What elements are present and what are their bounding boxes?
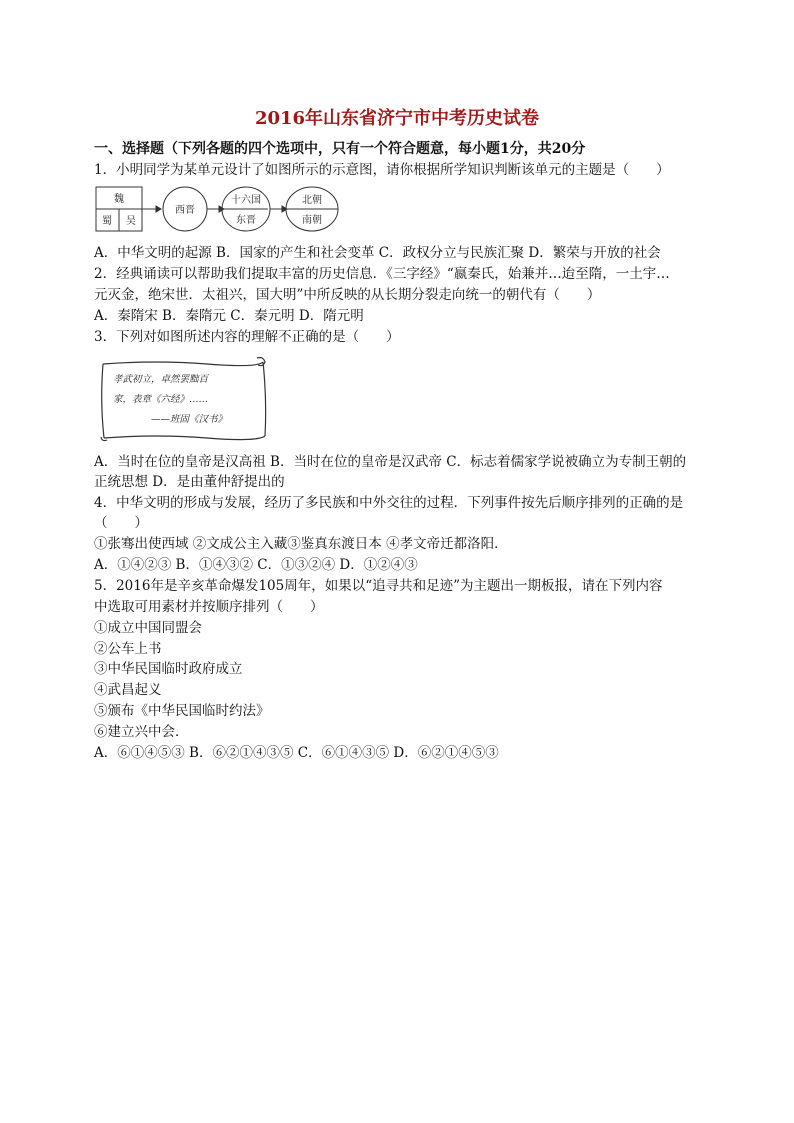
q5-item: ①成立中国同盟会: [94, 620, 202, 636]
q1-diagram: [94, 183, 344, 235]
section-heading: 一、选择题（下列各题的四个选项中，只有一个符合题意，每小题1分，共20分: [94, 141, 586, 157]
scroll-text-line2: 家，表章《六经》……: [113, 394, 209, 405]
q5-item: ③中华民国临时政府成立: [94, 661, 243, 677]
q3-options-line1: A．当时在位的皇帝是汉高祖 B．当时在位的皇帝是汉武帝 C．标志着儒家学说被确立为专制王朝的: [94, 454, 687, 470]
q2-options: A．秦隋宋 B．秦隋元 C．秦元明 D．隋元明: [94, 308, 364, 324]
label-sixteen-kingdoms: 十六国: [231, 195, 261, 206]
q4-stem-line2: （ ）: [94, 515, 148, 531]
q2-stem-line1: 2．经典诵读可以帮助我们提取丰富的历史信息．《三字经》“嬴秦氏，始兼并…迨至隋，一土宇…: [94, 266, 670, 282]
q1-stem: 1．小明同学为某单元设计了如图所示的示意图，请你根据所学知识判断该单元的主题是（ ）: [94, 162, 670, 178]
scroll-text-line1: 孝武初立，卓然罢黜百: [113, 374, 209, 385]
q1-options: A．中华文明的起源 B．国家的产生和社会变革 C．政权分立与民族汇聚 D．繁荣与开放的社会: [94, 245, 661, 261]
q5-item: ⑤颁布《中华民国临时约法》: [94, 703, 270, 719]
label-wu: 吴: [126, 216, 136, 227]
page-title: 2016年山东省济宁市中考历史试卷: [254, 108, 540, 129]
q4-stem-line1: 4．中华文明的形成与发展，经历了多民族和中外交往的过程．下列事件按先后顺序排列的正确的是: [94, 495, 684, 511]
q3-options-line2: 正统思想 D．是由董仲舒提出的: [94, 474, 285, 490]
q5-item: ⑥建立兴中会．: [94, 724, 189, 740]
q4-options: A．①④②③ B．①④③② C．①③②④ D．①②④③: [94, 557, 418, 573]
q4-events: ①张骞出使西域 ②文成公主入藏③鉴真东渡日本 ④孝文帝迁都洛阳．: [94, 536, 508, 552]
label-southern-dynasties: 南朝: [302, 215, 322, 226]
label-wei: 魏: [114, 194, 124, 205]
q3-scroll-image: [97, 356, 272, 442]
label-northern-dynasties: 北朝: [302, 195, 322, 206]
label-shu: 蜀: [102, 216, 112, 227]
q5-stem-line1: 5．2016年是辛亥革命爆发105周年，如果以“追寻共和足迹”为主题出一期板报，请在下列内容: [94, 578, 663, 594]
q3-stem: 3．下列对如图所述内容的理解不正确的是（ ）: [94, 329, 400, 345]
q5-item: ②公车上书: [94, 641, 162, 657]
label-western-jin: 西晋: [175, 205, 195, 216]
q5-item: ④武昌起义: [94, 682, 162, 698]
label-eastern-jin: 东晋: [236, 215, 256, 226]
scroll-text-line3: ——班固《汉书》: [151, 414, 228, 425]
q5-stem-line2: 中选取可用素材并按顺序排列（ ）: [94, 599, 324, 615]
q5-options: A．⑥①④⑤③ B．⑥②①④③⑤ C．⑥①④③⑤ D．⑥②①④⑤③: [94, 745, 499, 761]
q2-stem-line2: 元灭金，绝宋世．太祖兴，国大明”中所反映的从长期分裂走向统一的朝代有（ ）: [94, 287, 601, 303]
